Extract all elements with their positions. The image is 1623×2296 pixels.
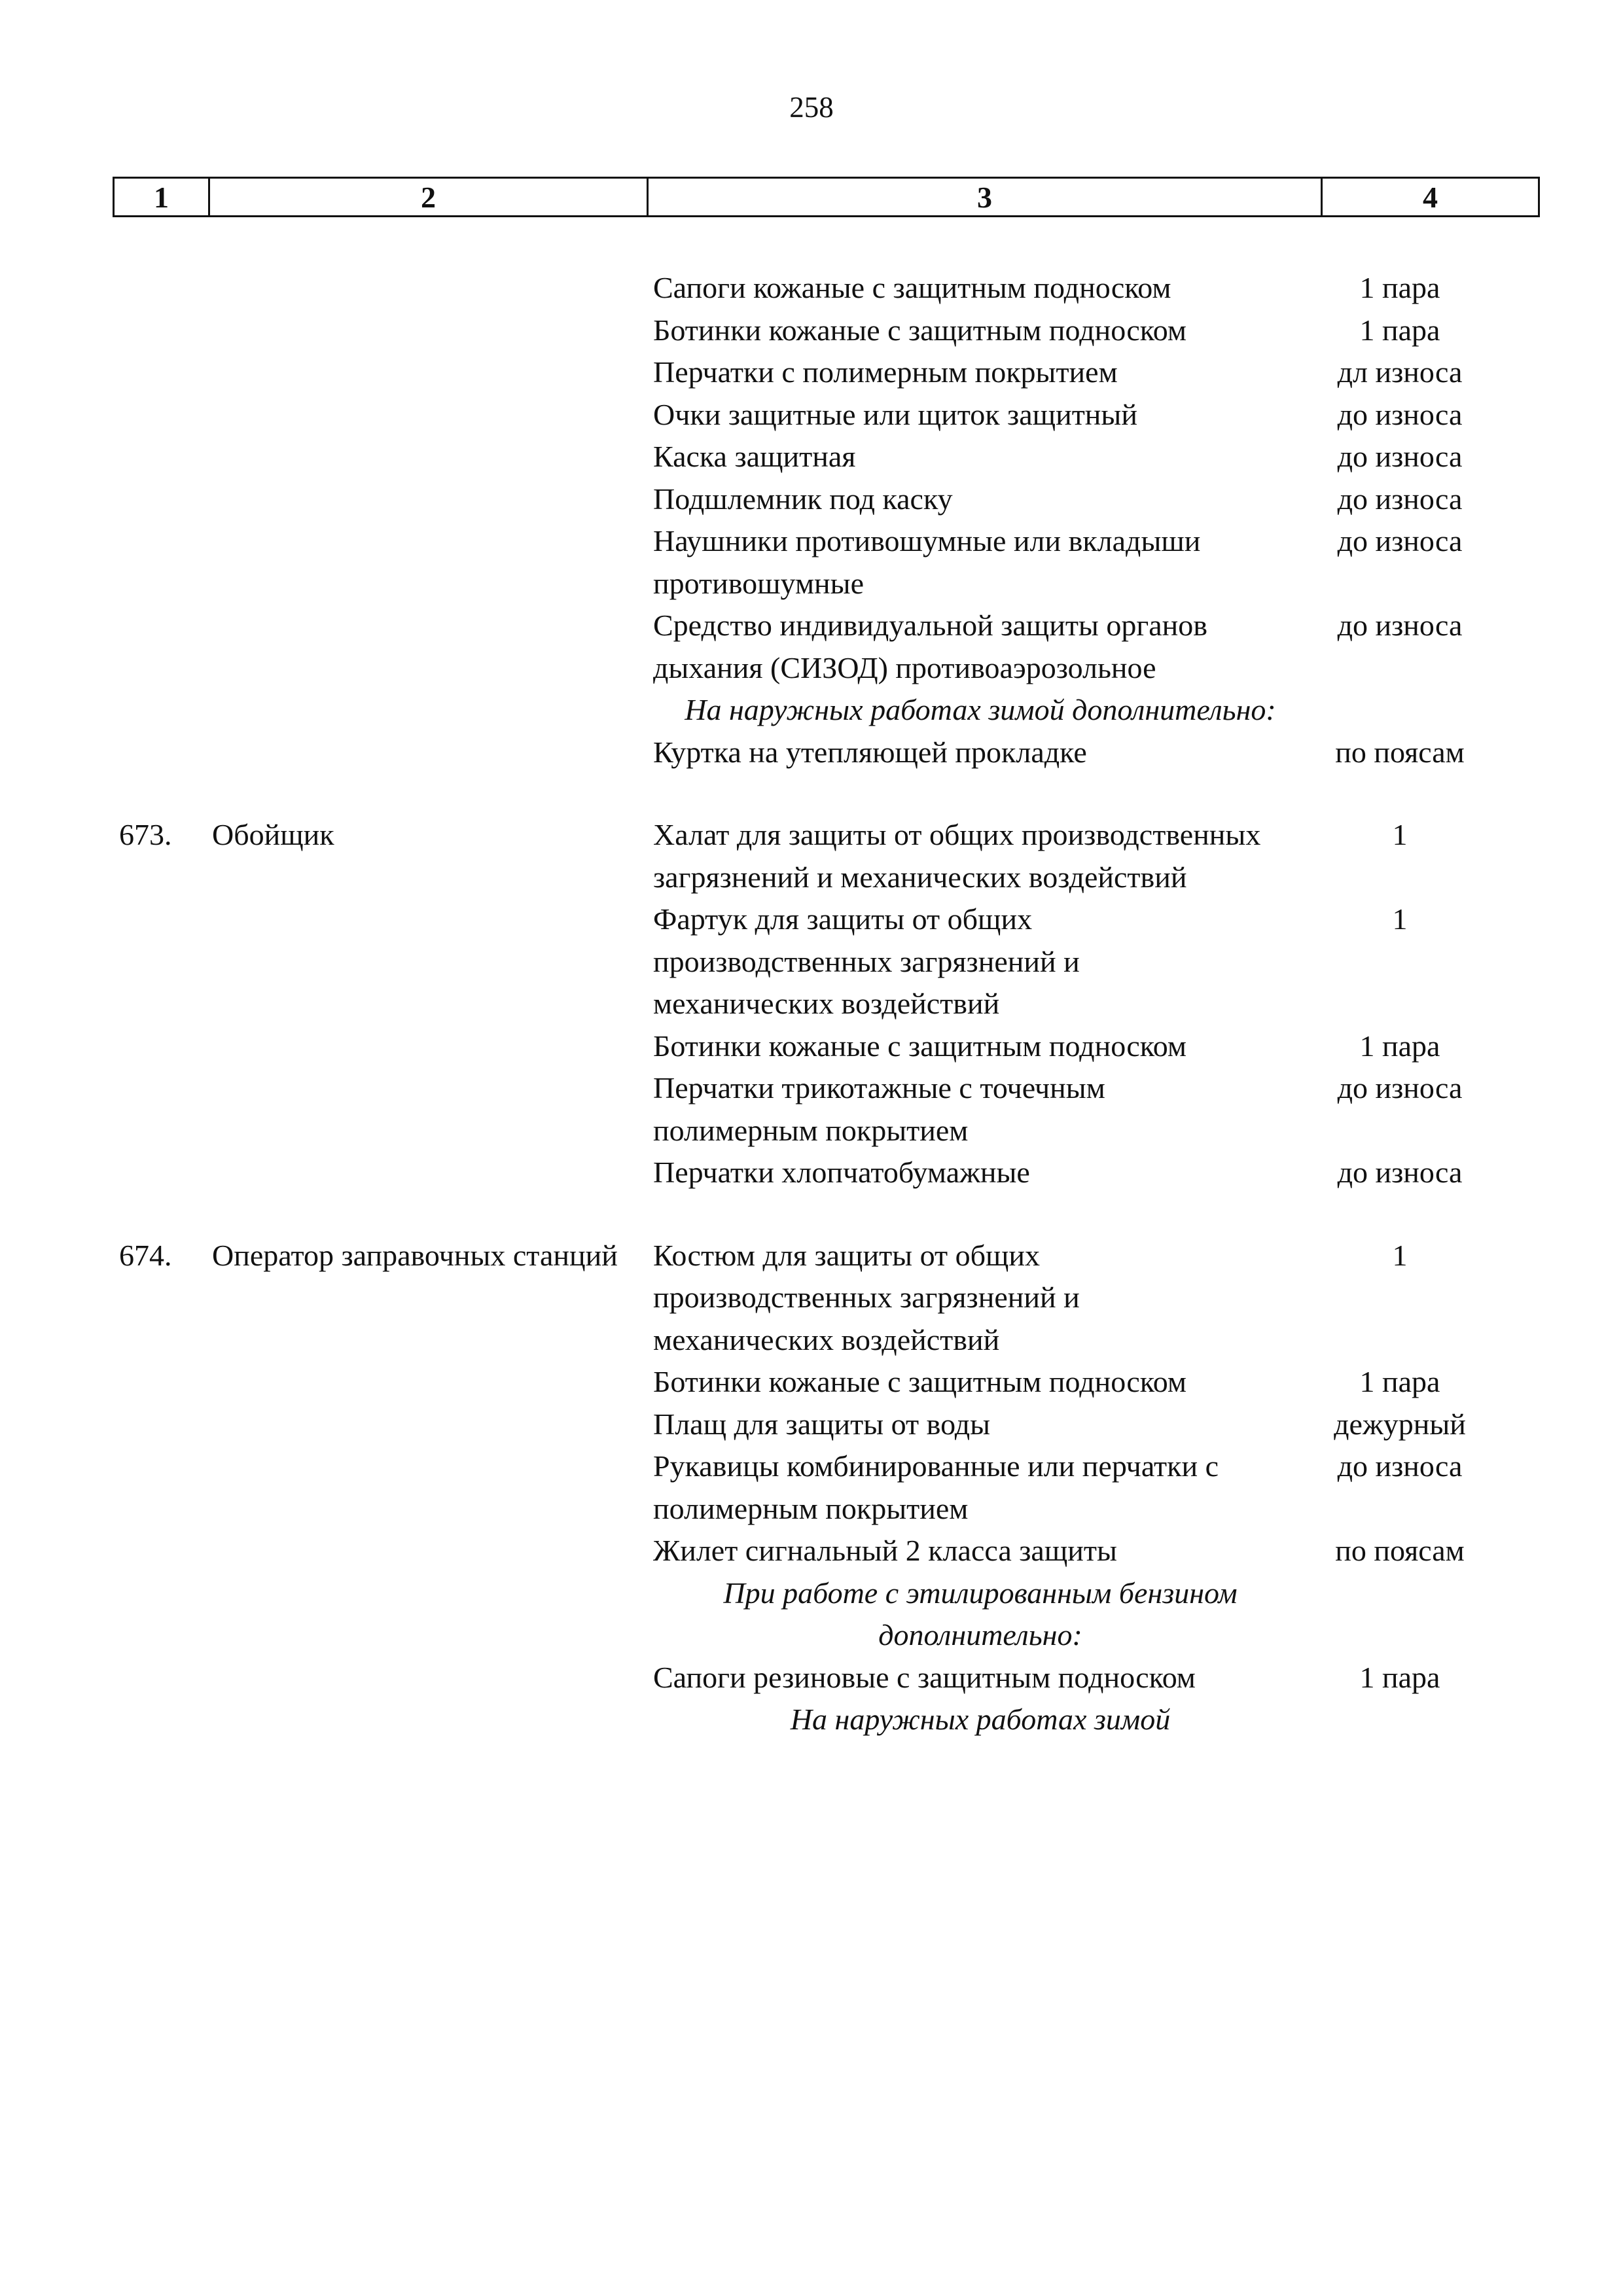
section-note: На наружных работах зимой дополнительно: (685, 693, 1276, 726)
ppe-item-quantity: до износа (1337, 524, 1463, 557)
ppe-item (653, 309, 1538, 352)
ppe-item-name: Ботинки кожаные с защитным подноском (653, 1365, 1187, 1398)
column-header-2: 2 (209, 178, 648, 217)
entries-list (0, 267, 1623, 1782)
table-row (0, 1235, 1623, 1741)
ppe-item-quantity: 1 пара (1359, 1660, 1440, 1694)
ppe-item (653, 1404, 1538, 1446)
ppe-item (653, 732, 1538, 774)
ppe-item (653, 1152, 1538, 1194)
profession-name: Обойщик (212, 818, 334, 851)
ppe-item-quantity: дежурный (1334, 1407, 1466, 1441)
ppe-item-name: Перчатки трикотажные с точечным полимерным покрытием (653, 1071, 1105, 1147)
ppe-item-name: Ботинки кожаные с защитным подноском (653, 1029, 1187, 1063)
ppe-item (653, 394, 1538, 436)
ppe-item (653, 1445, 1538, 1530)
ppe-item-name: Сапоги резиновые с защитным подноском (653, 1660, 1196, 1694)
ppe-items (653, 267, 1538, 773)
ppe-item-quantity: до износа (1337, 440, 1463, 473)
ppe-item-name: Наушники противошумные или вкладыши противошумные (653, 524, 1201, 600)
table-header (113, 177, 1540, 217)
ppe-item (653, 520, 1538, 605)
ppe-item-quantity: дл износа (1337, 355, 1463, 389)
ppe-item-name: Костюм для защиты от общих производственных загрязнений и механических воздействий (653, 1238, 1080, 1356)
section-note: При работе с этилированным бензином дополнительно: (723, 1576, 1238, 1651)
ppe-item-name: Перчатки с полимерным покрытием (653, 355, 1118, 389)
ppe-item-name: Каска защитная (653, 440, 856, 473)
ppe-item-name: Перчатки хлопчатобумажные (653, 1156, 1030, 1189)
ppe-item-name: Куртка на утепляющей прокладке (653, 735, 1087, 769)
row-number: 673. (119, 818, 172, 851)
ppe-item (653, 1067, 1538, 1152)
ppe-item-name: Фартук для защиты от общих производственных загрязнений и механических воздействий (653, 902, 1080, 1020)
ppe-item (653, 351, 1538, 394)
ppe-item-quantity: до износа (1337, 609, 1463, 642)
column-header-4: 4 (1322, 178, 1539, 217)
ppe-item (653, 1530, 1538, 1572)
ppe-item (653, 1235, 1538, 1362)
ppe-item-name: Сапоги кожаные с защитным подноском (653, 271, 1171, 304)
profession-name: Оператор заправочных станций (212, 1238, 618, 1272)
ppe-item-name: Ботинки кожаные с защитным подноском (653, 313, 1187, 347)
ppe-item-quantity: 1 пара (1359, 1029, 1440, 1063)
ppe-item (653, 814, 1538, 898)
ppe-item-quantity: 1 пара (1359, 1365, 1440, 1398)
ppe-item (653, 1025, 1538, 1068)
ppe-item-name: Плащ для защиты от воды (653, 1407, 991, 1441)
ppe-item (653, 898, 1538, 1025)
ppe-item-name: Очки защитные или щиток защитный (653, 397, 1137, 431)
ppe-item-quantity: по поясам (1335, 735, 1465, 769)
ppe-item-quantity: до износа (1337, 397, 1463, 431)
section-note: На наружных работах зимой (790, 1703, 1171, 1736)
ppe-items (653, 1235, 1538, 1741)
ppe-item-quantity: 1 (1392, 902, 1408, 936)
table-row (0, 814, 1623, 1194)
ppe-items (653, 814, 1538, 1194)
ppe-item (653, 478, 1538, 521)
page-number: 258 (789, 91, 834, 124)
ppe-item-quantity: 1 (1392, 1238, 1408, 1272)
ppe-item-name: Жилет сигнальный 2 класса защиты (653, 1534, 1117, 1567)
ppe-item-name: Подшлемник под каску (653, 482, 953, 516)
ppe-item-quantity: по поясам (1335, 1534, 1465, 1567)
ppe-item-quantity: до износа (1337, 1071, 1463, 1104)
ppe-item-quantity: до износа (1337, 482, 1463, 516)
ppe-item-quantity: 1 пара (1359, 313, 1440, 347)
ppe-item (653, 1657, 1538, 1699)
ppe-item-name: Рукавицы комбинированные или перчатки с полимерным покрытием (653, 1449, 1219, 1525)
row-number: 674. (119, 1238, 172, 1272)
ppe-item-quantity: 1 пара (1359, 271, 1440, 304)
ppe-item-quantity: 1 (1392, 818, 1408, 851)
ppe-item (653, 267, 1538, 309)
ppe-item-name: Халат для защиты от общих производственных загрязнений и механических воздействий (653, 818, 1261, 894)
column-header-1: 1 (114, 178, 209, 217)
ppe-item (653, 436, 1538, 478)
ppe-item (653, 605, 1538, 689)
ppe-item (653, 1361, 1538, 1404)
table-row (0, 267, 1623, 773)
column-header-3: 3 (648, 178, 1322, 217)
ppe-item-quantity: до износа (1337, 1156, 1463, 1189)
ppe-item-name: Средство индивидуальной защиты органов дыхания (СИЗОД) противоаэрозольное (653, 609, 1207, 684)
ppe-item-quantity: до износа (1337, 1449, 1463, 1483)
